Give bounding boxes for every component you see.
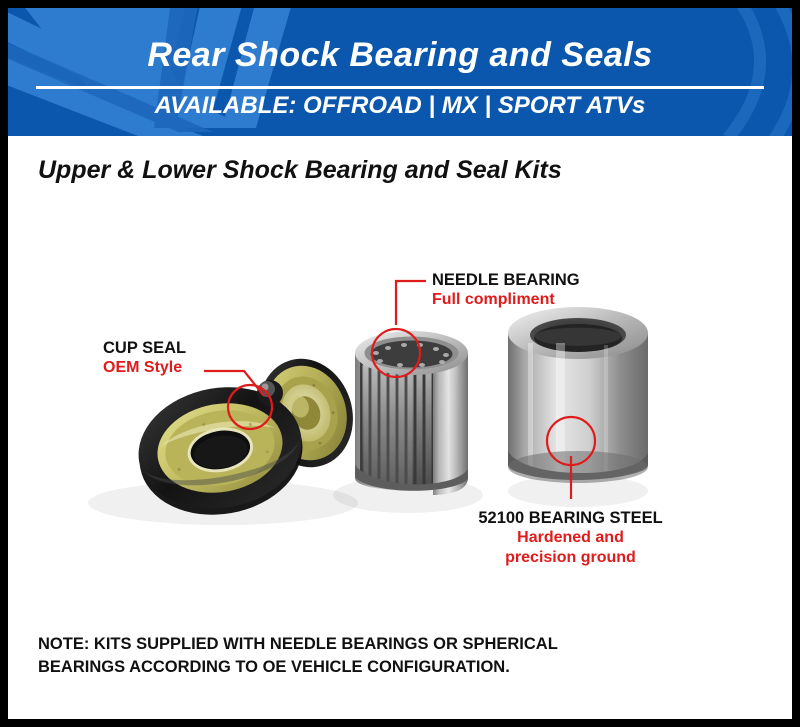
footer-note — [38, 633, 738, 679]
header-subtitle: AVAILABLE: OFFROAD | MX | SPORT ATVs — [154, 92, 646, 119]
callout-needle-bearing — [432, 270, 580, 310]
header-title: Rear Shock Bearing and Seals — [147, 36, 653, 74]
footer-note-line1: NOTE: KITS SUPPLIED WITH NEEDLE BEARINGS OR SPHERICAL — [38, 635, 558, 653]
header-divider — [36, 86, 764, 89]
product-info-card — [8, 8, 792, 719]
callout-bearing-steel-title: 52100 BEARING STEEL — [478, 509, 663, 527]
callout-needle-bearing-title: NEEDLE BEARING — [432, 271, 580, 289]
leader-needle-bearing — [396, 281, 426, 325]
callout-bearing-steel-detail-line1: Hardened and — [517, 529, 624, 546]
callout-needle-bearing-detail: Full compliment — [432, 291, 555, 308]
callout-cup-seal — [103, 338, 186, 378]
callout-bearing-steel — [463, 508, 678, 568]
callout-bearing-steel-detail-line2: precision ground — [505, 549, 636, 566]
callout-cup-seal-title: CUP SEAL — [103, 339, 187, 357]
header-banner — [8, 8, 792, 136]
footer-note-line2: BEARINGS ACCORDING TO OE VEHICLE CONFIGURATION. — [38, 658, 510, 676]
section-subheading: Upper & Lower Shock Bearing and Seal Kits — [38, 156, 562, 184]
callout-cup-seal-detail: OEM Style — [103, 359, 183, 376]
inner-sleeve — [508, 307, 648, 483]
